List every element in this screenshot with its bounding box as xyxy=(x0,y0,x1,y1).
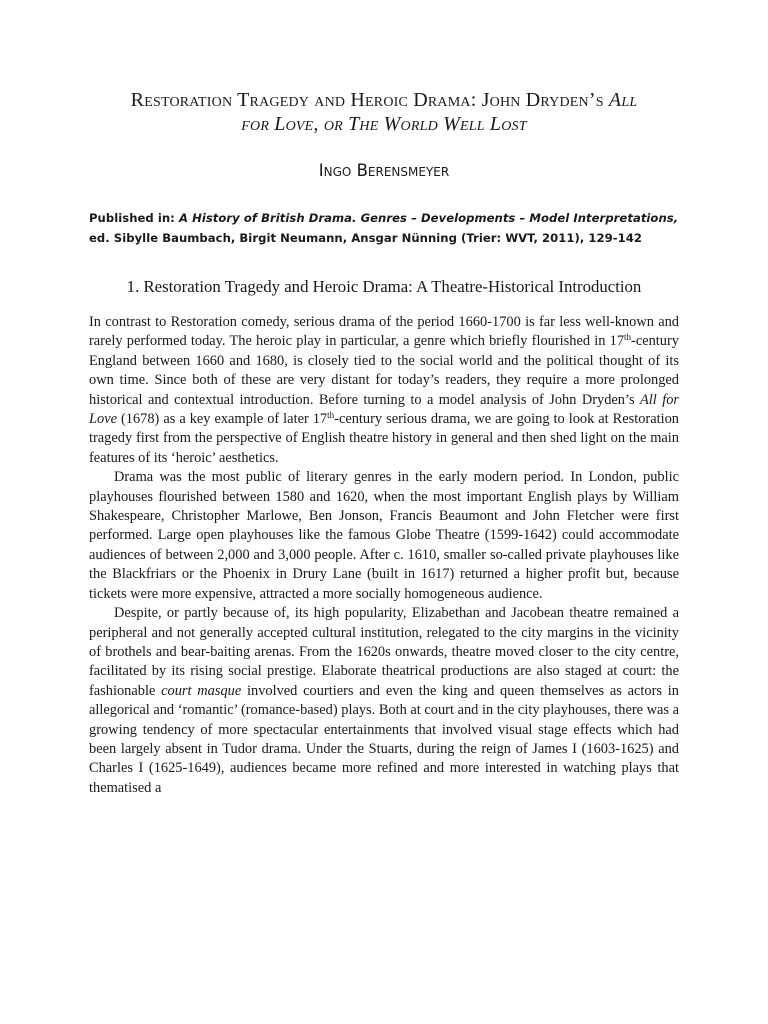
superscript-th: th xyxy=(624,332,632,343)
page-title xyxy=(89,0,679,136)
publication-details: ed. Sibylle Baumbach, Birgit Neumann, Ansgar Nünning (Trier: WVT, 2011), 129-142 xyxy=(89,231,642,245)
author-name: Ingo Berensmeyer xyxy=(318,161,450,180)
paragraph-3 xyxy=(89,604,679,798)
italic-court-masque: court masque xyxy=(161,682,242,699)
italic-play-title: All for Love xyxy=(89,391,679,428)
publication-label: Published in: xyxy=(89,211,175,225)
paragraph-1 xyxy=(89,313,679,468)
paragraph-2: Drama was the most public of literary genres in the early modern period. In London, public playhouses flourished between 1580 and 1620, when the most important English plays by William Shakespeare, Christopher Marlowe, Ben Jonson, Francis Beaumont and John Fletcher were first performed. Large open playhouses like the famous Globe Theatre (1599-1642) could accommodate audiences of between 2,000 and 3,000 people. After c. 1610, smaller so-called private playhouses like the Blackfriars or the Phoenix in Drury Lane (built in 1617) returned a higher profit but, because tickets were more expensive, attracted a more socially homogeneous audience. xyxy=(89,469,679,602)
publication-info xyxy=(89,181,679,248)
superscript-th: th xyxy=(327,410,335,421)
paragraph-1-text-c: (1678) as a key example of later 17 xyxy=(116,411,328,428)
paragraph-3-text-b: involved courtiers and even the king and queen themselves as actors in allegorical and ‘romantic’ (romance-based) plays. Both at court and in the city playhouses, there was a growing tendency of more spectacular entertainments that involved visual stage effects which had been largely absent in Tudor drama. Under the Stuarts, during the reign of James I (1603-1625) and Charles I (1625-1649), audiences became more refined and more interested in watching plays that thematised a xyxy=(89,682,679,796)
paragraph-1-text-d: -century serious drama, we are going to look at Restoration tragedy first from the perspective of English theatre history in general and then shed light on the main features of its ‘heroic’ aesthetics. xyxy=(89,411,679,466)
title-line1: Restoration Tragedy and Heroic Drama: John Dryden’s xyxy=(130,89,609,111)
paragraph-1-text-a: In contrast to Restoration comedy, serious drama of the period 1660-1700 is far less well-known and rarely performed today. The heroic play in particular, a genre which briefly flourished in 17 xyxy=(89,314,679,350)
paragraph-3-text-a: Despite, or partly because of, its high popularity, Elizabethan and Jacobean theatre remained a peripheral and not generally accepted cultural institution, relegated to the city margins in the vicinity of brothels and bear-baiting arenas. From the 1620s onwards, theatre moved closer to the city centre, facilitated by its rising social prestige. Elaborate theatrical productions are also staged at court: the fashionable xyxy=(89,605,679,699)
paragraph-1-text-b: -century England between 1660 and 1680, is closely tied to the social world and the political thought of its own time. Since both of these are very distant for today’s readers, they require a more prolonged historical and contextual introduction. Before turning to a model analysis of John Dryden’s xyxy=(89,333,679,408)
publication-book-title: A History of British Drama. Genres – Developments – Model Interpretations, xyxy=(178,211,679,225)
section-heading: 1. Restoration Tragedy and Heroic Drama: A Theatre-Historical Introduction xyxy=(126,277,642,296)
body-text xyxy=(89,298,679,798)
title-line2: for Love, or The World Well Lost xyxy=(241,113,527,135)
title-line1-italic: All xyxy=(608,89,638,111)
